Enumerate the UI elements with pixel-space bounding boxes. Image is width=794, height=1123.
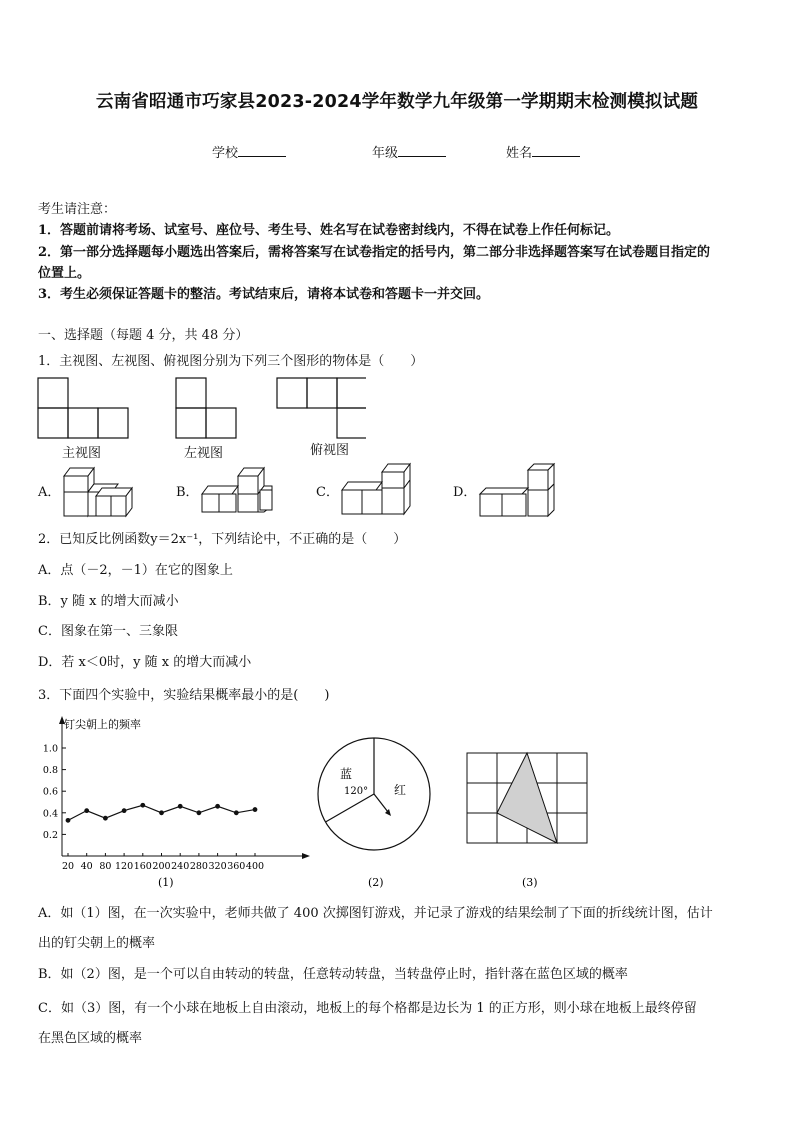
notice-item: 1．答题前请将考场、试室号、座位号、考生号、姓名写在试卷密封线内，不得在试卷上作任何标记。 — [38, 223, 620, 238]
question-3-stem: 3．下面四个实验中，实验结果概率最小的是( ) — [38, 688, 330, 703]
x-tick-label: 40 — [80, 861, 93, 872]
school-field — [212, 142, 286, 161]
grade-field — [372, 142, 446, 161]
q3-option-b: B．如（2）图，是一个可以自由转动的转盘，任意转动转盘，当转盘停止时，指针落在蓝色区域的概率 — [38, 967, 628, 982]
option-c-label: C． — [316, 485, 339, 500]
y-tick-label: 0.2 — [42, 829, 58, 841]
x-tick-label: 240 — [171, 861, 190, 872]
y-tick-label: 1.0 — [42, 743, 58, 755]
x-tick-label: 360 — [227, 861, 246, 872]
grid-figure — [464, 750, 594, 890]
data-point — [159, 810, 164, 815]
data-point — [103, 816, 108, 821]
name-label: 姓名 — [506, 146, 533, 161]
figure-3-label: (3) — [522, 876, 538, 889]
q2-option-d: D．若 x＜0时，y 随 x 的增大而减小 — [38, 655, 252, 670]
y-tick-label: 0.6 — [42, 786, 58, 798]
notice-item: 2．第一部分选择题每小题选出答案后，需将答案写在试卷指定的括号内，第二部分非选择题答案写在试卷题目指定的 — [38, 245, 711, 260]
left-view-label: 左视图 — [184, 446, 224, 461]
q3-option-a-cont: 出的钉尖朝上的概率 — [38, 936, 156, 951]
data-point — [215, 804, 220, 809]
page-title: 云南省昭通市巧家县2023-2024学年数学九年级第一学期期末检测模拟试题 — [95, 92, 699, 112]
spinner-red-label: 红 — [394, 783, 407, 797]
option-c-cubes — [338, 462, 418, 524]
x-tick-label: 400 — [245, 861, 265, 872]
q3-option-c-cont: 在黑色区域的概率 — [38, 1031, 143, 1046]
x-tick-label: 280 — [189, 861, 208, 872]
x-axis-arrow — [302, 853, 310, 859]
data-point — [84, 808, 89, 813]
option-d-cubes — [476, 462, 560, 524]
frequency-line-chart — [36, 712, 316, 888]
q2-option-b: B．y 随 x 的增大而减小 — [38, 594, 179, 609]
figure-2-label: (2) — [368, 876, 384, 889]
data-point — [253, 807, 258, 812]
option-a-label: A． — [38, 485, 61, 500]
question-1-stem: 1．主视图、左视图、俯视图分别为下列三个图形的物体是（ ） — [38, 354, 424, 369]
option-b-label: B． — [176, 485, 199, 500]
x-tick-label: 320 — [208, 861, 227, 872]
data-point — [140, 803, 145, 808]
q2-option-c: C．图象在第一、三象限 — [38, 624, 178, 639]
option-d-label: D． — [453, 485, 477, 500]
q3-option-a: A．如（1）图，在一次实验中，老师共做了 400 次掷图钉游戏，并记录了游戏的结果绘制了下面的折线统计图，估计 — [38, 906, 713, 921]
spinner-blue-label: 蓝 — [340, 767, 353, 781]
grade-label: 年级 — [372, 146, 399, 161]
y-tick-label: 0.4 — [42, 808, 58, 820]
name-field — [506, 142, 580, 161]
data-point — [178, 804, 183, 809]
data-point — [66, 818, 71, 823]
figure-1-label: (1) — [158, 876, 174, 888]
spinner-angle-label: 120° — [344, 786, 369, 797]
section-heading: 一、选择题（每题 4 分，共 48 分） — [38, 328, 249, 343]
q2-option-a: A．点（－2，－1）在它的图象上 — [38, 563, 233, 578]
notice-item: 位置上。 — [38, 266, 91, 281]
x-tick-label: 80 — [99, 861, 112, 872]
notice-heading: 考生请注意： — [38, 202, 117, 217]
spinner-figure — [316, 734, 436, 894]
front-view-label: 主视图 — [62, 446, 102, 461]
x-tick-label: 200 — [152, 861, 171, 872]
data-point — [197, 810, 202, 815]
x-tick-label: 160 — [133, 861, 152, 872]
y-tick-label: 0.8 — [42, 765, 58, 777]
three-views-figure — [36, 376, 366, 442]
question-2-stem: 2．已知反比例函数y＝2x⁻¹，下列结论中，不正确的是（ ） — [38, 532, 407, 547]
data-point — [234, 810, 239, 815]
option-b-cubes — [198, 462, 278, 524]
school-label: 学校 — [212, 146, 239, 161]
notice-item: 3．考生必须保证答题卡的整洁。考试结束后，请将本试卷和答题卡一并交回。 — [38, 287, 490, 302]
x-tick-label: 120 — [115, 861, 134, 872]
q3-option-c: C．如（3）图，有一个小球在地板上自由滚动，地板上的每个格都是边长为 1 的正方形，则小球在地板上最终停留 — [38, 1001, 697, 1016]
x-tick-label: 20 — [61, 861, 75, 872]
option-a-cubes — [60, 462, 140, 524]
top-view-label: 俯视图 — [310, 443, 350, 458]
data-point — [122, 808, 127, 813]
chart-title: 钉尖朝上的频率 — [64, 718, 141, 731]
